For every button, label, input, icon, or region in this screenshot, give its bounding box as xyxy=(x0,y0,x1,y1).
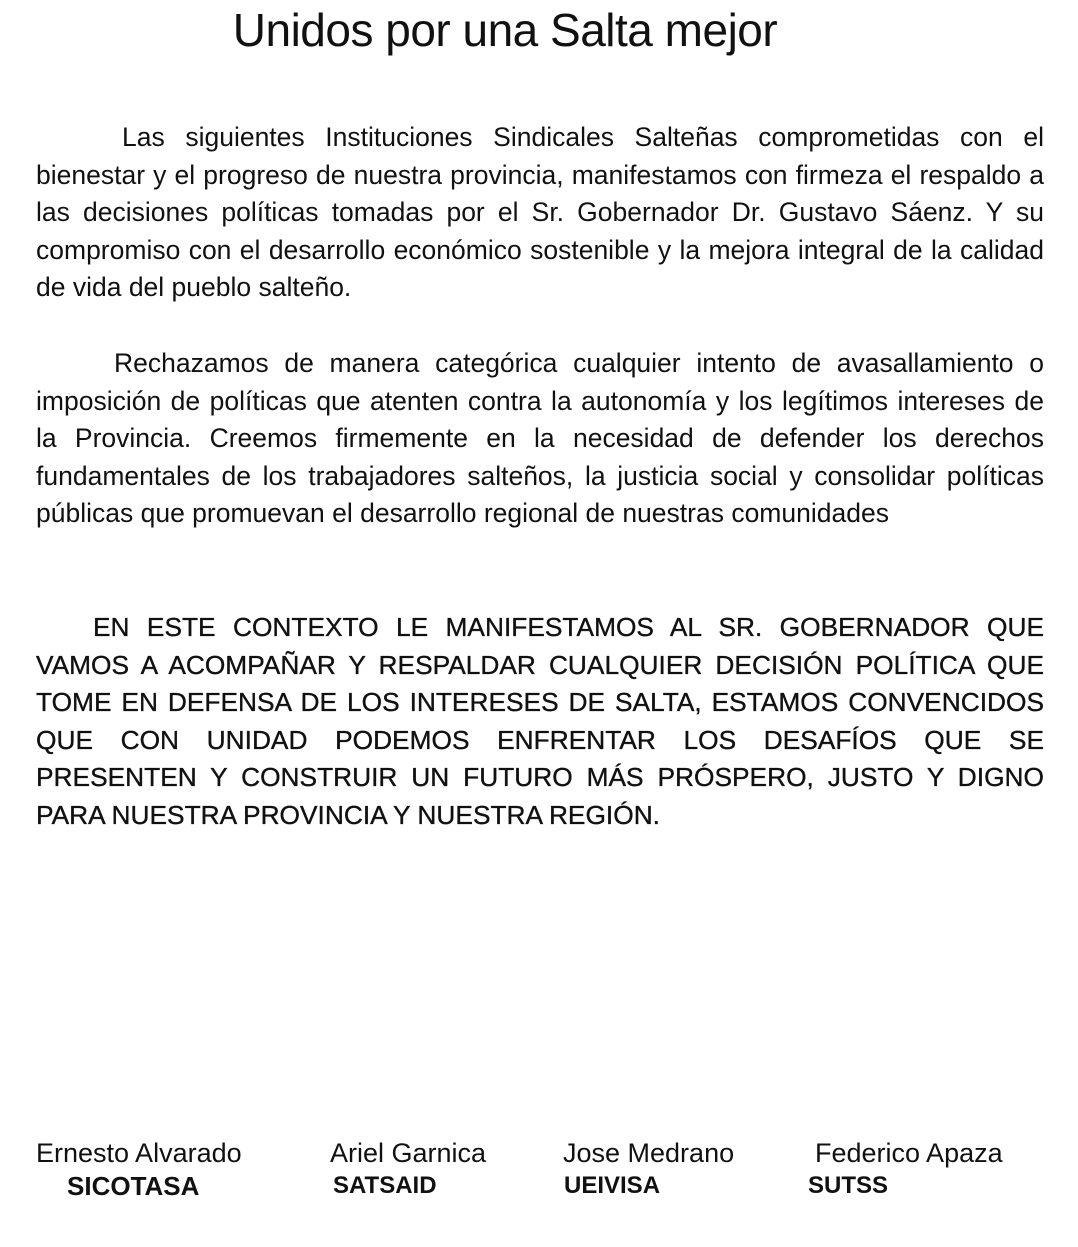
document-title: Unidos por una Salta mejor xyxy=(232,4,778,56)
paragraph-rejection: Rechazamos de manera categórica cualquier intento de avasallamiento o imposición de políticas que atenten contra la autonomía y los legítimos intereses de la Provincia. Creemos firmemente en la necesidad de defender los derechos fundamentales de los trabajadores salteños, la justicia social y consolidar políticas públicas que promuevan el desarrollo regional de nuestras comunidades xyxy=(36,348,1044,529)
signer-organization: SICOTASA xyxy=(67,1171,200,1201)
paragraph-support: Las siguientes Instituciones Sindicales Salteñas comprometidas con el bienestar y el progreso de nuestra provincia, manifestamos con firmeza el respaldo a las decisiones políticas tomadas por el Sr. Gobernador Dr. Gustavo Sáenz. Y su compromiso con el desarrollo económico sostenible y la mejora integral de la calidad de vida del pueblo salteño. xyxy=(36,122,1044,303)
signature-block-2 xyxy=(330,1136,486,1202)
signature-block-1 xyxy=(36,1136,242,1202)
signer-organization: UEIVISA xyxy=(564,1172,661,1199)
signer-organization: SATSAID xyxy=(333,1172,437,1199)
signer-name: Jose Medrano xyxy=(563,1138,735,1168)
signer-name: Federico Apaza xyxy=(815,1138,1003,1168)
signature-block-4 xyxy=(808,1136,1003,1202)
paragraph-declaration: EN ESTE CONTEXTO LE MANIFESTAMOS AL SR. GOBERNADOR QUE VAMOS A ACOMPAÑAR Y RESPALDAR CUALQUIER DECISIÓN POLÍTICA QUE TOME EN DEFENSA DE LOS INTERESES DE SALTA, ESTAMOS CONVENCIDOS QUE CON UNIDAD PODEMOS ENFRENTAR LOS DESAFÍOS QUE SE PRESENTEN Y CONSTRUIR UN FUTURO MÁS PRÓSPERO, JUSTO Y DIGNO PARA NUESTRA PROVINCIA Y NUESTRA REGIÓN. xyxy=(36,612,1044,830)
signer-name: Ariel Garnica xyxy=(330,1138,487,1168)
signer-organization: SUTSS xyxy=(808,1172,889,1199)
signature-block-3 xyxy=(563,1136,734,1202)
signer-name: Ernesto Alvarado xyxy=(36,1138,242,1168)
